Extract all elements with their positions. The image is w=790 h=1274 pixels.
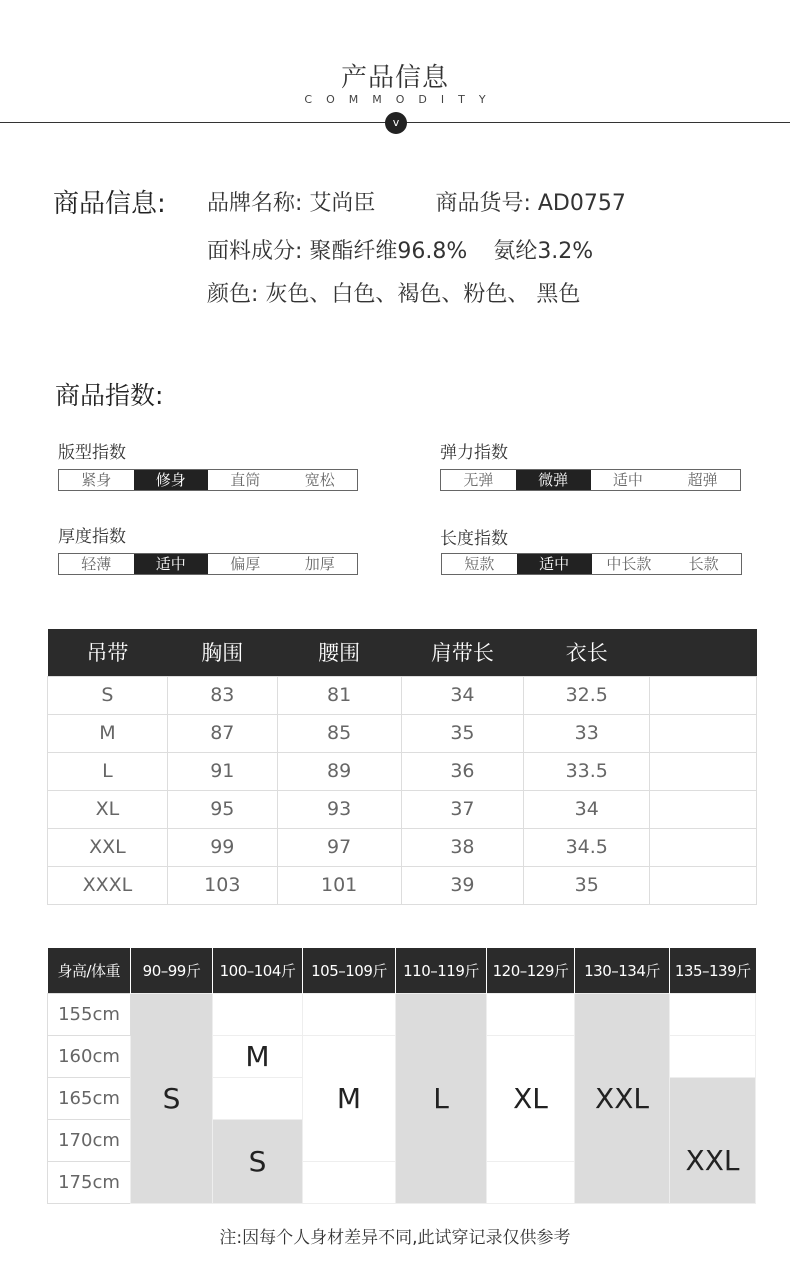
table-cell: 87 (167, 714, 277, 752)
fit-option: 紧身 (81, 471, 112, 489)
table-row (48, 993, 756, 1035)
table-cell: 91 (167, 752, 277, 790)
fabric-value-1: 聚酯纤维96.8% (309, 239, 468, 264)
empty-cell (487, 1161, 575, 1203)
fit-option: 直筒 (230, 471, 261, 489)
thickness-option: 适中 (134, 554, 209, 574)
table-cell: 97 (277, 828, 401, 866)
thickness-option: 轻薄 (81, 555, 112, 573)
table-cell (650, 790, 757, 828)
table-cell: 99 (167, 828, 277, 866)
size-cell: S (131, 993, 213, 1203)
table-cell: 34.5 (524, 828, 650, 866)
table-cell (650, 866, 757, 904)
table-cell: 89 (277, 752, 401, 790)
table-row (48, 752, 757, 790)
length-option: 中长款 (606, 555, 652, 573)
item-no-value: AD0757 (537, 191, 626, 216)
brand-label: 品牌名称: (207, 191, 303, 216)
empty-cell (303, 993, 396, 1035)
length-index-bar (441, 553, 742, 575)
elasticity-index-label: 弹力指数 (440, 443, 508, 463)
header-cell: 身高/体重 (48, 948, 131, 993)
table-cell: 37 (401, 790, 524, 828)
fit-index-bar (58, 469, 358, 491)
size-table (47, 629, 757, 905)
elasticity-option: 超弹 (687, 471, 718, 489)
table-cell: 101 (277, 866, 401, 904)
brand-value: 艾尚臣 (309, 191, 376, 216)
table-cell: 33 (524, 714, 650, 752)
table-cell: XL (48, 790, 168, 828)
header-cell: 吊带 (48, 629, 168, 676)
fabric-label: 面料成分: (207, 239, 303, 264)
thickness-index-bar (58, 553, 358, 575)
table-row (48, 828, 757, 866)
height-label: 170cm (48, 1119, 131, 1161)
height-label: 165cm (48, 1077, 131, 1119)
chevron-down-icon: v (385, 112, 407, 134)
size-cell: M (303, 1035, 396, 1161)
header-cell (650, 629, 757, 676)
length-option: 适中 (517, 554, 592, 574)
length-index-label: 长度指数 (440, 529, 508, 549)
table-row (48, 676, 757, 714)
size-cell: XXL (670, 1077, 756, 1203)
table-cell: 93 (277, 790, 401, 828)
table-cell: 39 (401, 866, 524, 904)
fit-disclaimer-note: 注:因每个人身材差异不同,此试穿记录仅供参考 (219, 1228, 571, 1248)
height-label: 155cm (48, 993, 131, 1035)
header-cell: 110–119斤 (396, 948, 487, 993)
table-row (48, 866, 757, 904)
color-value: 灰色、白色、褐色、粉色、 黑色 (265, 282, 581, 307)
fabric-line (207, 234, 593, 265)
size-cell: S (213, 1119, 303, 1203)
color-label: 颜色: (207, 282, 259, 307)
length-option: 短款 (464, 555, 495, 573)
table-cell (650, 828, 757, 866)
table-cell: 85 (277, 714, 401, 752)
table-cell: 83 (167, 676, 277, 714)
table-cell: 103 (167, 866, 277, 904)
header-cell: 100–104斤 (213, 948, 303, 993)
header-cell: 120–129斤 (487, 948, 575, 993)
table-cell: 36 (401, 752, 524, 790)
size-cell: XXL (575, 993, 670, 1203)
size-table-header (48, 629, 757, 676)
header-cell: 90–99斤 (131, 948, 213, 993)
empty-cell (303, 1161, 396, 1203)
product-info-heading: 商品信息: (53, 189, 166, 219)
table-cell (650, 714, 757, 752)
table-cell: 35 (401, 714, 524, 752)
length-option: 长款 (688, 555, 719, 573)
header-cell: 胸围 (167, 629, 277, 676)
elasticity-option: 适中 (612, 471, 643, 489)
fit-option: 宽松 (304, 471, 335, 489)
thickness-index-label: 厚度指数 (58, 527, 126, 547)
table-cell: 34 (401, 676, 524, 714)
table-row (48, 714, 757, 752)
size-cell: XL (487, 1035, 575, 1161)
size-cell: L (396, 993, 487, 1203)
color-line (207, 277, 580, 308)
item-no-label: 商品货号: (435, 191, 531, 216)
table-cell: XXXL (48, 866, 168, 904)
header-cell: 肩带长 (401, 629, 524, 676)
thickness-option: 偏厚 (230, 555, 261, 573)
empty-cell (670, 993, 756, 1035)
table-cell: 38 (401, 828, 524, 866)
table-cell: XXL (48, 828, 168, 866)
table-cell (650, 676, 757, 714)
elasticity-option: 无弹 (463, 471, 494, 489)
table-row (48, 790, 757, 828)
elasticity-index-bar (440, 469, 741, 491)
height-label: 175cm (48, 1161, 131, 1203)
empty-cell (213, 993, 303, 1035)
table-cell: M (48, 714, 168, 752)
thickness-option: 加厚 (304, 555, 335, 573)
index-heading: 商品指数: (55, 381, 164, 410)
size-cell: M (213, 1035, 303, 1077)
table-cell: 33.5 (524, 752, 650, 790)
header-cell: 130–134斤 (575, 948, 670, 993)
table-cell (650, 752, 757, 790)
page-title: 产品信息 (340, 63, 449, 93)
brand-line (207, 186, 626, 217)
hw-table-header (48, 948, 756, 993)
table-cell: 34 (524, 790, 650, 828)
table-cell: 32.5 (524, 676, 650, 714)
header-cell: 105–109斤 (303, 948, 396, 993)
elasticity-option: 微弹 (516, 470, 591, 490)
fit-option: 修身 (134, 470, 209, 490)
empty-cell (213, 1077, 303, 1119)
header-cell: 腰围 (277, 629, 401, 676)
header-cell: 135–139斤 (670, 948, 756, 993)
header-cell: 衣长 (524, 629, 650, 676)
table-cell: 95 (167, 790, 277, 828)
height-weight-table (47, 948, 756, 1204)
empty-cell (670, 1035, 756, 1077)
page-subtitle: COMMODITY (304, 93, 500, 106)
table-cell: 35 (524, 866, 650, 904)
empty-cell (487, 993, 575, 1035)
table-cell: S (48, 676, 168, 714)
fabric-value-2: 氨纶3.2% (493, 239, 594, 264)
height-label: 160cm (48, 1035, 131, 1077)
table-cell: L (48, 752, 168, 790)
fit-index-label: 版型指数 (58, 443, 126, 463)
table-cell: 81 (277, 676, 401, 714)
